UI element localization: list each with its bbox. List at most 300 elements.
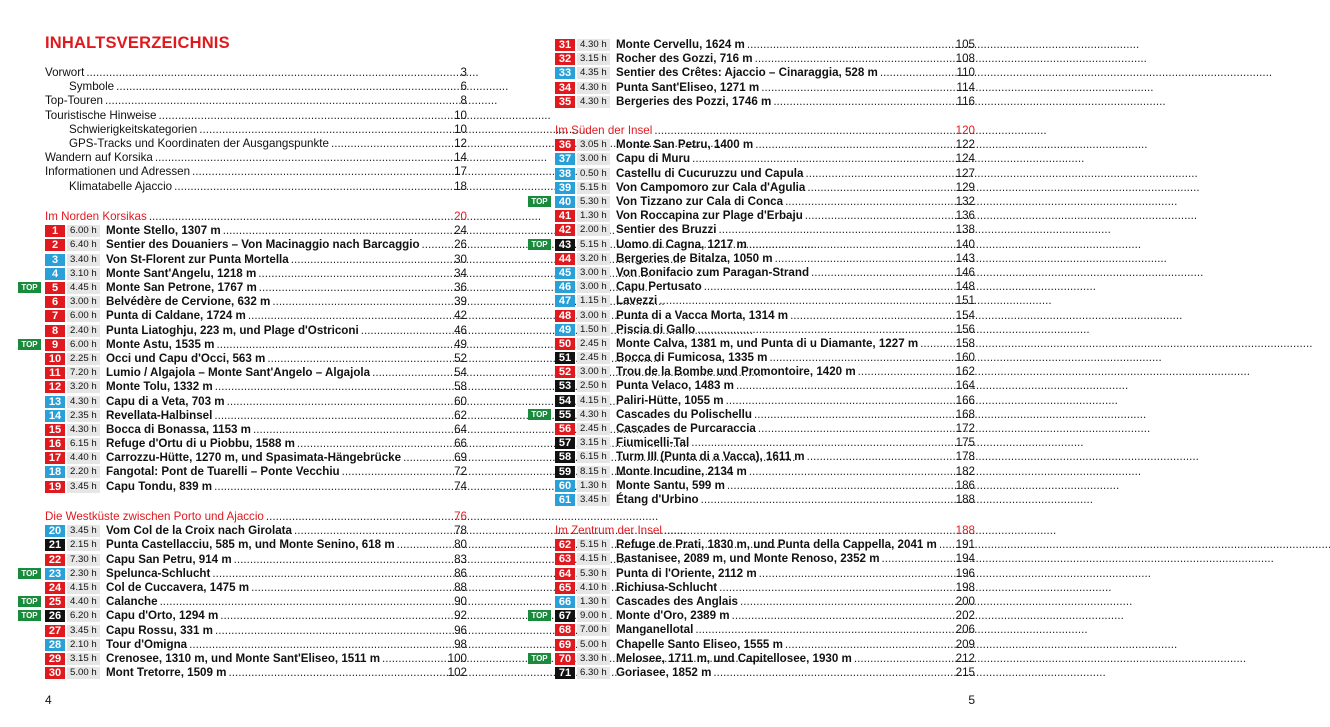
dot-leader [664,524,954,538]
tour-entry[interactable] [555,638,975,652]
tour-number-badge: 46 [555,281,575,293]
tour-entry[interactable] [555,538,975,552]
tour-title: Vom Col de la Croix nach Girolata [106,524,292,538]
tour-number-badge: 31 [555,39,575,51]
section-south [531,124,975,507]
tour-page: 83 [454,552,467,566]
tour-page: 64 [454,422,467,436]
dot-leader [807,450,954,464]
tour-entry[interactable] [21,609,467,623]
tour-page: 186 [955,478,975,492]
tour-duration: 3.00 h [577,281,610,293]
tour-entry[interactable] [45,638,467,652]
tour-duration: 7.20 h [67,367,100,379]
dot-leader [105,94,459,108]
tour-entry[interactable] [555,379,975,393]
tour-page: 212 [955,651,975,665]
front-entry[interactable] [45,165,467,179]
tour-duration: 2.30 h [67,568,100,580]
front-entry-title: Wandern auf Korsika [45,151,153,165]
dot-leader [747,38,954,52]
dot-leader [754,408,954,422]
tour-entry[interactable] [45,394,467,408]
tour-entry[interactable] [555,666,975,680]
tour-entry[interactable] [555,280,975,294]
dot-leader [403,451,452,465]
tour-number-badge: 17 [45,452,65,464]
tour-entry[interactable] [45,409,467,423]
tour-page: 206 [955,623,975,637]
tour-entry[interactable] [45,295,467,309]
tour-title: Bergeries de Bitalza, 1050 m [616,251,773,265]
tour-page: 86 [454,566,467,580]
tour-entry[interactable] [555,81,975,95]
tour-entry[interactable] [531,407,975,422]
tour-page: 160 [955,351,975,365]
tour-page: 88 [454,581,467,595]
tour-title: Cascades de Purcaraccia [616,422,756,436]
front-entry[interactable] [45,109,467,123]
tour-entry[interactable] [555,167,975,181]
tour-entry[interactable] [45,524,467,538]
tour-title: Calanche [106,595,158,609]
tour-entry[interactable] [45,238,467,252]
tour-number-badge: 49 [555,324,575,336]
tour-title: Chapelle Santo Eliseo, 1555 m [616,637,783,651]
tour-entry[interactable] [45,538,467,552]
tour-entry[interactable] [45,423,467,437]
dot-leader [189,638,452,652]
dot-leader [294,524,452,538]
tour-duration: 4.30 h [577,96,610,108]
section-heading[interactable] [555,124,975,138]
tour-number-badge: 38 [555,168,575,180]
tour-title: Piscia di Gallo [616,322,696,336]
tour-number-badge: 1 [45,225,65,237]
tour-number-badge: 26 [45,610,65,622]
tour-duration: 6.30 h [577,667,610,679]
dot-leader [234,553,452,567]
tour-number-badge: 45 [555,267,575,279]
tour-entry[interactable] [555,365,975,379]
tour-entry[interactable] [45,652,467,666]
tour-duration: 6.40 h [67,239,100,251]
dot-leader [882,552,954,566]
tour-duration: 3.10 h [67,268,100,280]
tour-page: 100 [447,651,467,665]
tour-page: 166 [955,393,975,407]
tour-duration: 4.35 h [577,67,610,79]
tour-title: Capu Tondu, 839 m [106,479,213,493]
tour-duration: 4.15 h [577,395,610,407]
tour-entry[interactable] [555,38,975,52]
tour-entry[interactable] [555,493,975,507]
tour-number-badge: 52 [555,366,575,378]
tour-duration: 1.30 h [577,210,610,222]
front-entry[interactable] [45,123,467,137]
tour-entry[interactable] [45,465,467,479]
section-heading[interactable] [45,210,467,224]
tour-number-badge: 60 [555,480,575,492]
dot-leader [740,595,954,609]
tour-duration: 3.05 h [577,139,610,151]
tour-entry[interactable] [555,266,975,280]
tour-title: Uomo di Cagna, 1217 m [616,237,747,251]
tour-number-badge: 68 [555,624,575,636]
tour-page: 200 [955,595,975,609]
tour-entry[interactable] [45,352,467,366]
tour-entry[interactable] [45,581,467,595]
tour-number-badge: 7 [45,310,65,322]
tour-number-badge: 3 [45,254,65,266]
tour-duration: 2.25 h [67,353,100,365]
tour-duration: 6.00 h [67,225,100,237]
tour-entry[interactable] [555,436,975,450]
tour-duration: 3.00 h [577,310,610,322]
tour-page: 72 [454,465,467,479]
tour-entry[interactable] [555,223,975,237]
tour-title: Carrozzu-Hütte, 1270 m, und Spasimata-Hängebrücke [106,451,402,465]
dot-leader [116,80,458,94]
tour-entry[interactable] [531,609,975,623]
tour-duration: 6.00 h [67,339,100,351]
tour-number-badge: 35 [555,96,575,108]
tour-number-badge: 63 [555,553,575,565]
section-heading-title: Die Westküste zwischen Porto und Ajaccio [45,510,264,524]
page-number-left: 4 [45,693,52,707]
tour-entry[interactable] [555,450,975,464]
tour-number-badge: 21 [45,539,65,551]
tour-number-badge: 62 [555,539,575,551]
tour-title: Sentier des Douaniers – Von Macinaggio nach Barcaggio [106,238,420,252]
tour-entry[interactable] [555,52,975,66]
tour-duration: 5.30 h [577,568,610,580]
tour-entry[interactable] [555,95,975,109]
tour-entry[interactable] [45,553,467,567]
tour-entry[interactable] [45,666,467,680]
tour-page: 138 [955,223,975,237]
tour-duration: 3.00 h [577,267,610,279]
dot-leader [769,351,953,365]
tour-entry[interactable] [555,294,975,308]
front-entry-page: 6 [460,80,467,94]
dot-leader [755,52,954,66]
tour-duration: 3.45 h [67,525,100,537]
tour-page: 116 [956,94,975,108]
section-heading-page: 20 [454,210,467,224]
tour-page: 102 [447,666,467,680]
tour-page: 127 [955,166,975,180]
tour-title: Paliri-Hütte, 1055 m [616,393,724,407]
tour-number-badge: 41 [555,210,575,222]
tour-page: 36 [454,281,467,295]
dot-leader [727,479,954,493]
tour-entry[interactable] [45,451,467,465]
tour-title: Capu Pertusato [616,280,702,294]
tour-title: Turm III (Punta di a Vacca), 1611 m [616,450,805,464]
tour-title: Monte San Petrone, 1767 m [106,281,257,295]
tour-entry[interactable] [45,380,467,394]
tour-duration: 4.15 h [577,553,610,565]
tour-number-badge: 47 [555,295,575,307]
tour-entry[interactable] [555,209,975,223]
tour-number-badge: 12 [45,381,65,393]
dot-leader [692,152,954,166]
dot-leader [214,409,452,423]
tour-page: 156 [955,322,975,336]
tour-number-badge: 44 [555,253,575,265]
dot-leader [858,365,954,379]
tour-title: Mont Tretorre, 1509 m [106,666,227,680]
front-entry[interactable] [45,80,467,94]
tour-page: 108 [955,52,975,66]
front-entry-title: Schwierigkeitskategorien [69,122,198,136]
tour-entry[interactable] [45,480,467,494]
front-entry-page: 10 [454,108,467,122]
tour-title: Refuge de Prati, 1830 m, und Punta della Cappella, 2041 m [616,538,937,552]
dot-leader [805,167,953,181]
dot-leader [331,137,452,151]
tour-number-badge: 11 [45,367,65,379]
tour-number-badge: 34 [555,82,575,94]
tour-title: Trou de la Bombe und Promontoire, 1420 m [616,365,856,379]
page-number-right: 5 [968,693,975,707]
tour-title: Capu San Petru, 914 m [106,552,232,566]
tour-entry[interactable] [21,337,467,352]
dot-leader [251,581,452,595]
tour-number-badge: 53 [555,380,575,392]
tour-number-badge: 27 [45,625,65,637]
tour-duration: 4.45 h [67,282,100,294]
tour-title: Melosee, 1711 m, und Capitellosee, 1930 m [616,651,852,665]
tour-entry[interactable] [45,224,467,238]
tour-entry[interactable] [21,281,467,295]
dot-leader [149,210,452,224]
tour-entry[interactable] [555,66,975,80]
tour-entry[interactable] [555,479,975,493]
tour-page: 54 [454,366,467,380]
tour-page: 188 [955,492,975,506]
tour-entry[interactable] [555,422,975,436]
tour-page: 198 [955,580,975,594]
tour-page: 30 [454,252,467,266]
tour-duration: 6.00 h [67,310,100,322]
dot-leader [755,138,953,152]
tour-number-badge: 28 [45,639,65,651]
tour-number-badge: 50 [555,338,575,350]
top-badge: TOP [528,610,551,621]
top-badge: TOP [528,409,551,420]
tour-number-badge: 61 [555,494,575,506]
section-heading[interactable] [555,524,975,538]
dot-leader [811,266,954,280]
tour-duration: 4.30 h [577,82,610,94]
front-entry-title: Top-Touren [45,94,104,108]
tour-duration: 2.45 h [577,352,610,364]
dot-leader [758,422,954,436]
tour-page: 74 [454,479,467,493]
tour-number-badge: 40 [555,196,575,208]
tour-entry[interactable] [21,595,467,609]
tour-number-badge: 59 [555,466,575,478]
tour-title: Capu di a Veta, 703 m [106,394,225,408]
tour-number-badge: 2 [45,239,65,251]
dot-leader [266,510,452,524]
tour-duration: 7.00 h [577,624,610,636]
dot-leader [199,123,452,137]
tour-entry[interactable] [555,152,975,166]
front-entry-page: 14 [454,151,467,165]
dot-leader [174,180,452,194]
tour-page: 105 [955,38,975,52]
tour-number-badge: 8 [45,325,65,337]
tour-number-badge: 56 [555,423,575,435]
tour-title: Lumio / Algajola – Monte Sant'Angelo – Algajola [106,366,371,380]
tour-entry[interactable] [21,566,467,581]
tour-number-badge: 51 [555,352,575,364]
tour-number-badge: 70 [555,653,575,665]
tour-entry[interactable] [555,595,975,609]
dot-leader [691,436,953,450]
tour-page: 69 [454,451,467,465]
tour-duration: 3.20 h [577,253,610,265]
tour-entry[interactable] [45,253,467,267]
tour-entry[interactable] [555,465,975,479]
dot-leader [790,309,954,323]
front-entry[interactable] [45,94,467,108]
dot-leader [297,437,452,451]
tour-title: Punta Sant'Eliseo, 1271 m [616,80,760,94]
top-badge: TOP [18,339,41,350]
tour-page: 80 [454,538,467,552]
dot-leader [785,195,954,209]
tour-title: Fangotal: Pont de Tuarelli – Ponte Vecchiu [106,465,340,479]
front-entry[interactable] [45,151,467,165]
tour-title: Monte Cervellu, 1624 m [616,38,745,52]
tour-entry[interactable] [555,567,975,581]
tour-page: 136 [955,209,975,223]
tour-title: Von Roccapina zur Plage d'Erbaju [616,209,803,223]
front-entry-page: 12 [454,137,467,151]
tour-entry[interactable] [45,267,467,281]
front-entry[interactable] [45,180,467,194]
dot-leader [382,652,446,666]
tour-page: 175 [955,436,975,450]
dot-leader [361,324,452,338]
tour-page: 154 [955,308,975,322]
section-heading[interactable] [45,510,467,524]
tour-title: Punta di Caldane, 1724 m [106,309,246,323]
tour-page: 129 [955,180,975,194]
dot-leader [192,165,452,179]
tour-page: 34 [454,266,467,280]
tour-number-badge: 69 [555,639,575,651]
section-heading-page: 188 [955,524,975,538]
tour-duration: 0.50 h [577,168,610,180]
tour-page: 194 [955,552,975,566]
front-entry-title: GPS-Tracks und Koordinaten der Ausgangspunkte [69,137,329,151]
tour-number-badge: 4 [45,268,65,280]
tour-entry[interactable] [555,138,975,152]
tour-number-badge: 57 [555,437,575,449]
tour-entry[interactable] [555,581,975,595]
tour-title: Punta Castellacciu, 585 m, und Monte Senino, 618 m [106,538,395,552]
tour-entry[interactable] [45,324,467,338]
dot-leader [775,252,954,266]
tour-entry[interactable] [555,337,975,351]
dot-leader [212,567,452,581]
tour-entry[interactable] [531,651,975,666]
tour-page: 146 [955,265,975,279]
tour-entry[interactable] [555,252,975,266]
tour-entry[interactable] [555,181,975,195]
tour-entry[interactable] [555,552,975,566]
tour-entry[interactable] [555,623,975,637]
tour-entry[interactable] [555,308,975,322]
dot-leader [258,267,452,281]
tour-number-badge: 33 [555,67,575,79]
tour-entry[interactable] [45,624,467,638]
tour-duration: 4.30 h [577,39,610,51]
tour-entry[interactable] [555,394,975,408]
tour-entry[interactable] [531,237,975,252]
tour-title: Monte Astu, 1535 m [106,337,215,351]
tour-title: Étang d'Urbino [616,492,699,506]
tour-duration: 2.50 h [577,380,610,392]
tour-title: Lavezzi [616,294,658,308]
dot-leader [726,394,954,408]
tour-title: Capu Rossu, 331 m [106,623,213,637]
tour-duration: 4.30 h [577,409,610,421]
dot-leader [372,366,452,380]
tour-title: Monte Incudine, 2134 m [616,464,747,478]
front-entry[interactable] [45,137,467,151]
tour-number-badge: 42 [555,224,575,236]
tour-page: 96 [454,623,467,637]
tour-entry[interactable] [555,351,975,365]
tour-duration: 3.30 h [577,653,610,665]
tour-page: 49 [454,337,467,351]
tour-number-badge: 67 [555,610,575,622]
front-entry[interactable] [45,66,467,80]
tour-title: Crenosee, 1310 m, und Monte Sant'Eliseo, 1511 m [106,651,381,665]
tour-number-badge: 58 [555,451,575,463]
tour-title: Occi und Capu d'Occi, 563 m [106,351,266,365]
tour-number-badge: 22 [45,554,65,566]
tour-entry[interactable] [45,366,467,380]
tour-title: Monte Sant'Angelu, 1218 m [106,266,257,280]
tour-entry[interactable] [45,437,467,451]
tour-page: 26 [454,238,467,252]
dot-leader [704,280,954,294]
tour-title: Von Campomoro zur Cala d'Agulia [616,180,806,194]
tour-page: 202 [955,609,975,623]
tour-entry[interactable] [531,195,975,209]
tour-title: Manganellotal [616,623,694,637]
tour-entry[interactable] [555,323,975,337]
tour-duration: 2.35 h [67,410,100,422]
tour-entry[interactable] [45,309,467,323]
dot-leader [785,638,954,652]
tour-page: 24 [454,224,467,238]
tour-page: 39 [454,295,467,309]
tour-duration: 8.15 h [577,466,610,478]
top-badge: TOP [18,568,41,579]
dot-leader [773,95,954,109]
top-badge: TOP [18,610,41,621]
front-matter-list [45,66,467,194]
tour-duration: 3.45 h [67,481,100,493]
